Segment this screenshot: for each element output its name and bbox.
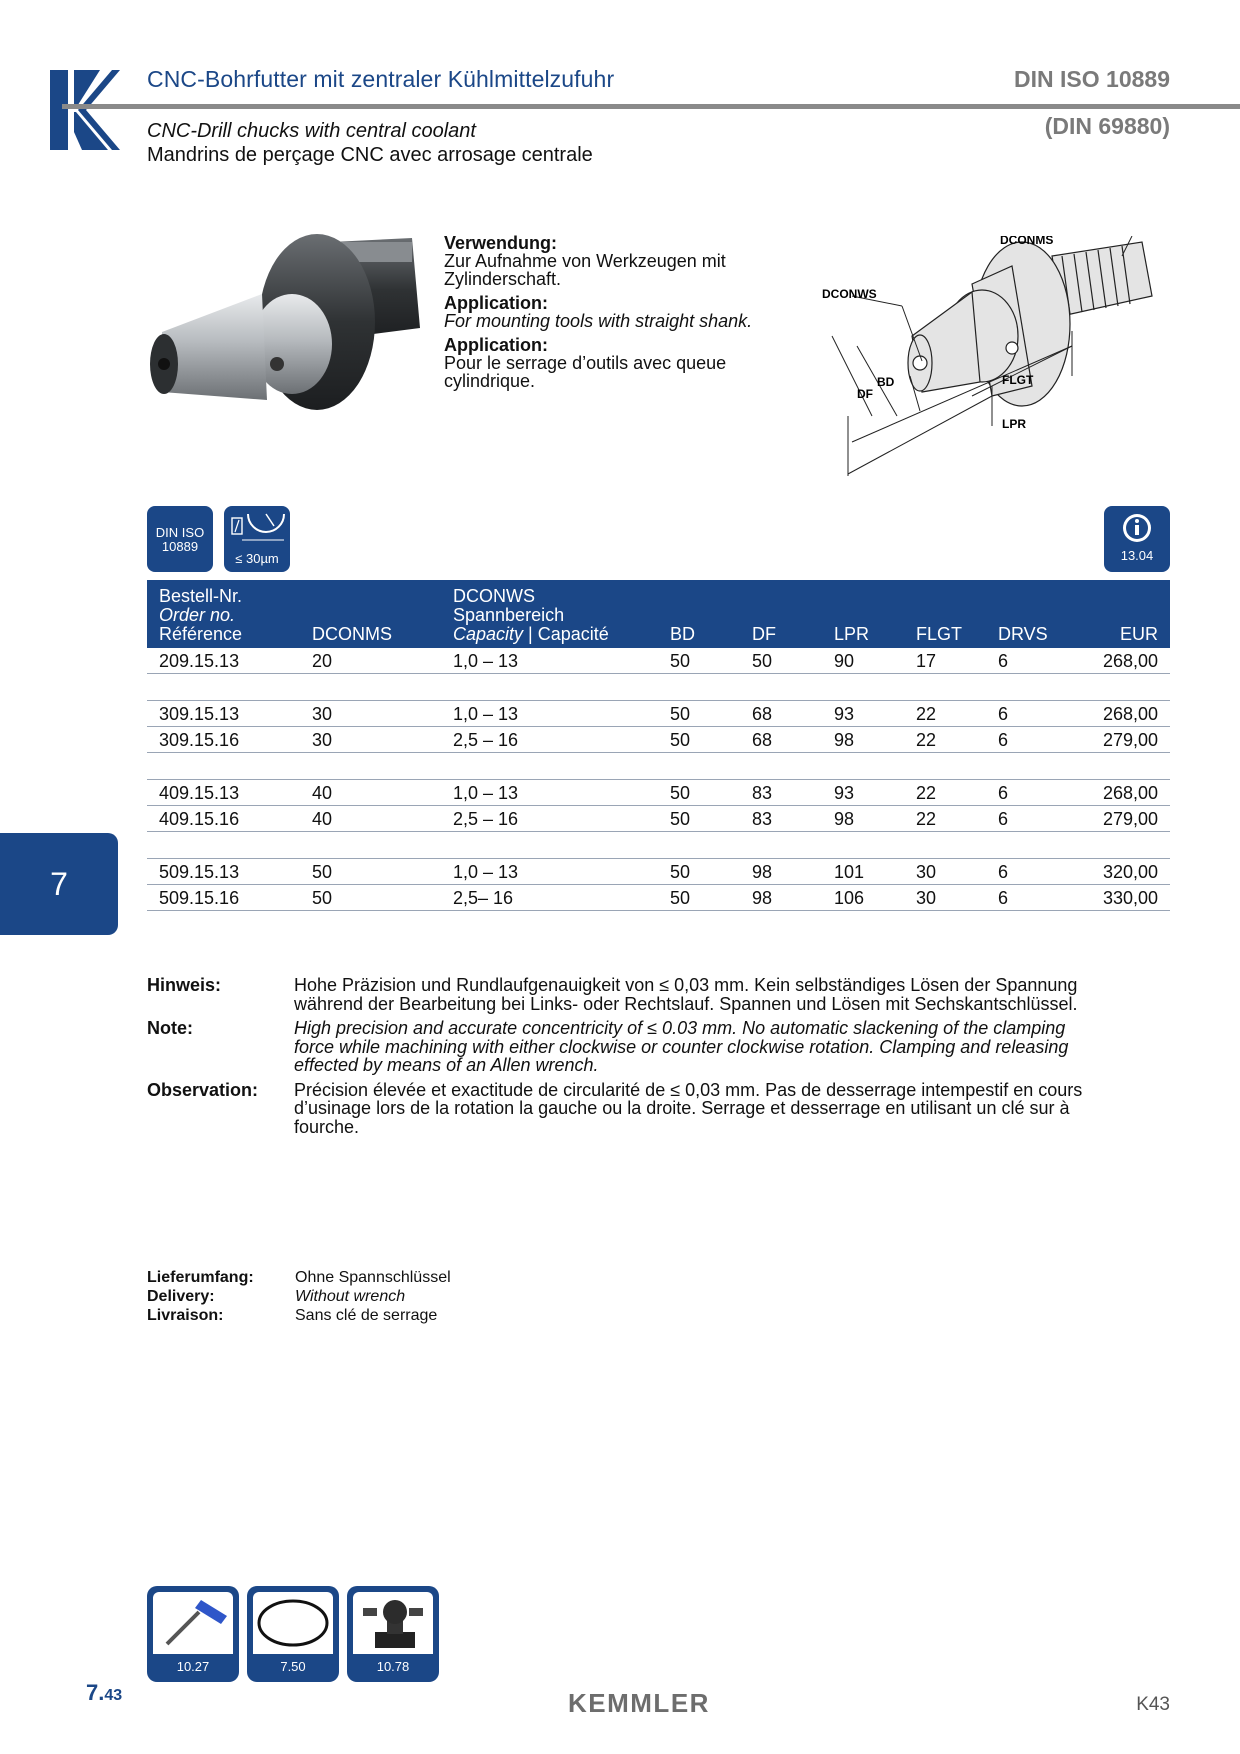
col-order-fr: Référence bbox=[159, 624, 243, 644]
page-number-chapter: 7. bbox=[86, 1680, 105, 1705]
cell-eur: 330,00 bbox=[1102, 888, 1158, 908]
cell-order: 409.15.13 bbox=[159, 783, 240, 803]
cell-lpr: 93 bbox=[834, 783, 855, 803]
cell-lpr: 90 bbox=[834, 651, 855, 671]
product-photo bbox=[142, 232, 432, 452]
delivery-fr-text: Sans clé de serrage bbox=[295, 1307, 438, 1324]
table-row bbox=[147, 859, 1170, 885]
standard-din: (DIN 69880) bbox=[1044, 113, 1170, 139]
note-de-text: Hohe Präzision und Rundlaufgenauigkeit von ≤ 0,03 mm. Kein selbständiges Lösen der Spannung während der Bearbeitung bei Links- oder Rechtslauf. Spannen und Lösen mit Sechskantschlüssel. bbox=[294, 975, 1078, 1014]
diagram-label-df: DF bbox=[857, 387, 873, 401]
cell-range: 1,0 – 13 bbox=[453, 783, 519, 803]
cell-drvs: 6 bbox=[998, 862, 1009, 882]
cell-order: 509.15.16 bbox=[159, 888, 240, 908]
usage-description bbox=[444, 234, 804, 390]
cell-drvs: 6 bbox=[998, 809, 1009, 829]
page-reference: K43 bbox=[1136, 1694, 1170, 1715]
diagram-label-flgt: FLGT bbox=[1002, 373, 1034, 387]
col-dconws bbox=[453, 587, 609, 644]
table-body bbox=[147, 648, 1170, 911]
badge-din-iso bbox=[147, 506, 213, 572]
cell-df: 68 bbox=[752, 730, 773, 750]
cell-range: 2,5– 16 bbox=[453, 888, 514, 908]
accessory-setting-fixture[interactable] bbox=[347, 1586, 439, 1682]
cell-order: 209.15.13 bbox=[159, 651, 240, 671]
cell-order: 309.15.13 bbox=[159, 704, 240, 724]
cell-bd: 50 bbox=[670, 783, 691, 803]
note-de-label: Hinweis: bbox=[147, 975, 222, 995]
accessory-ref: 10.78 bbox=[376, 1659, 410, 1674]
table-row bbox=[147, 885, 1170, 911]
note-de bbox=[147, 976, 1087, 1013]
cell-flgt: 22 bbox=[916, 809, 937, 829]
badge-din-iso-line2: 10889 bbox=[161, 539, 199, 554]
badge-info-ref: 13.04 bbox=[1120, 548, 1154, 563]
delivery-de-label: Lieferumfang: bbox=[147, 1269, 254, 1286]
delivery-de bbox=[147, 1268, 451, 1287]
delivery-en bbox=[147, 1287, 451, 1306]
cell-bd: 50 bbox=[670, 651, 691, 671]
table-row bbox=[147, 648, 1170, 674]
table-row bbox=[147, 701, 1170, 727]
cell-df: 50 bbox=[752, 651, 773, 671]
subtitle-en: CNC-Drill chucks with central coolant bbox=[147, 120, 476, 142]
accessory-o-ring[interactable] bbox=[247, 1586, 339, 1682]
diagram-label-dconws: DCONWS bbox=[822, 287, 877, 301]
col-order-en: Order no. bbox=[159, 605, 236, 625]
usage-de-text: Zur Aufnahme von Werkzeugen mit Zylinderschaft. bbox=[444, 251, 726, 289]
col-drvs: DRVS bbox=[998, 624, 1048, 644]
cell-range: 2,5 – 16 bbox=[453, 809, 519, 829]
cell-bd: 50 bbox=[670, 730, 691, 750]
cell-range: 1,0 – 13 bbox=[453, 862, 519, 882]
note-fr-label: Observation: bbox=[147, 1079, 259, 1100]
info-icon bbox=[1104, 510, 1170, 550]
dimension-diagram bbox=[822, 236, 1182, 518]
cell-eur: 320,00 bbox=[1102, 862, 1158, 882]
accessory-allen-wrench[interactable] bbox=[147, 1586, 239, 1682]
badge-tolerance bbox=[224, 506, 290, 572]
col-capacity-sep: | bbox=[523, 624, 538, 644]
cell-df: 83 bbox=[752, 809, 773, 829]
col-lpr: LPR bbox=[834, 624, 870, 644]
delivery-section bbox=[147, 1268, 451, 1325]
badge-din-iso-line1: DIN ISO bbox=[155, 525, 205, 540]
accessory-ref: 7.50 bbox=[280, 1659, 306, 1674]
cell-dconms: 50 bbox=[312, 888, 333, 908]
cell-order: 409.15.16 bbox=[159, 809, 240, 829]
delivery-de-text: Ohne Spannschlüssel bbox=[295, 1269, 451, 1286]
cell-df: 98 bbox=[752, 862, 773, 882]
notes-section bbox=[147, 976, 1087, 1142]
cell-flgt: 22 bbox=[916, 730, 937, 750]
allen-wrench-icon bbox=[153, 1592, 233, 1654]
usage-fr-text: Pour le serrage d’outils avec queue cylindrique. bbox=[444, 353, 727, 391]
usage-fr-label: Application: bbox=[444, 335, 548, 355]
cell-lpr: 93 bbox=[834, 704, 855, 724]
cell-df: 83 bbox=[752, 783, 773, 803]
product-table bbox=[147, 580, 1170, 911]
note-en-label: Note: bbox=[147, 1018, 193, 1038]
cell-bd: 50 bbox=[670, 888, 691, 908]
page-title: CNC-Bohrfutter mit zentraler Kühlmittelzufuhr bbox=[147, 66, 615, 92]
cell-range: 2,5 – 16 bbox=[453, 730, 519, 750]
cell-bd: 50 bbox=[670, 809, 691, 829]
cell-dconms: 30 bbox=[312, 704, 333, 724]
cell-eur: 279,00 bbox=[1102, 809, 1158, 829]
col-eur: EUR bbox=[1119, 624, 1158, 644]
usage-de-label: Verwendung: bbox=[444, 233, 558, 253]
cell-order: 509.15.13 bbox=[159, 862, 240, 882]
cell-eur: 268,00 bbox=[1102, 704, 1158, 724]
cell-dconms: 20 bbox=[312, 651, 333, 671]
header-rule bbox=[62, 104, 1240, 109]
setting-fixture-icon bbox=[353, 1592, 433, 1654]
delivery-en-text: Without wrench bbox=[295, 1288, 406, 1305]
cell-df: 98 bbox=[752, 888, 773, 908]
cell-flgt: 30 bbox=[916, 888, 937, 908]
col-order-de: Bestell-Nr. bbox=[159, 586, 243, 606]
cell-df: 68 bbox=[752, 704, 773, 724]
col-dconms: DCONMS bbox=[312, 624, 392, 644]
col-order bbox=[159, 587, 242, 644]
cell-drvs: 6 bbox=[998, 651, 1009, 671]
subtitle-fr: Mandrins de perçage CNC avec arrosage centrale bbox=[147, 144, 593, 166]
cell-lpr: 98 bbox=[834, 730, 855, 750]
cell-eur: 268,00 bbox=[1102, 783, 1158, 803]
page-number bbox=[86, 1680, 122, 1706]
diagram-label-bd: BD bbox=[877, 375, 895, 389]
cell-bd: 50 bbox=[670, 862, 691, 882]
col-bd: BD bbox=[670, 624, 696, 644]
page-number-sub: 43 bbox=[104, 1687, 123, 1704]
cell-dconms: 40 bbox=[312, 809, 333, 829]
note-fr-text: Précision élevée et exactitude de circularité de ≤ 0,03 mm. Pas de desserrage intempestif en cours d’usinage lors de la rotation la gauche ou la droite. Serrage et desserrage en utilisant un clé sur à fourche. bbox=[294, 1079, 1083, 1137]
col-flgt: FLGT bbox=[916, 624, 963, 644]
accessory-ref: 10.27 bbox=[176, 1659, 210, 1674]
cell-drvs: 6 bbox=[998, 730, 1009, 750]
note-en-text: High precision and accurate concentricity of ≤ 0.03 mm. No automatic slackening of the clamping force while machining with either clockwise or counter clockwise rotation. Clamping and releasing effected by means of an Allen wrench. bbox=[294, 1018, 1069, 1075]
col-dconws-code: DCONWS bbox=[453, 586, 535, 606]
cell-dconms: 40 bbox=[312, 783, 333, 803]
usage-en-label: Application: bbox=[444, 293, 548, 313]
table-row bbox=[147, 727, 1170, 753]
diagram-label-lpr: LPR bbox=[1002, 417, 1026, 431]
group-separator bbox=[147, 832, 1170, 859]
group-separator bbox=[147, 753, 1170, 780]
cell-eur: 268,00 bbox=[1102, 651, 1158, 671]
delivery-fr-label: Livraison: bbox=[147, 1307, 224, 1324]
badge-tolerance-text: ≤ 30µm bbox=[235, 551, 279, 566]
usage-en-text: For mounting tools with straight shank. bbox=[444, 311, 753, 331]
cell-range: 1,0 – 13 bbox=[453, 651, 519, 671]
col-capacity-en: Capacity bbox=[453, 624, 524, 644]
chapter-tab[interactable]: 7 bbox=[0, 833, 118, 935]
cell-eur: 279,00 bbox=[1102, 730, 1158, 750]
cell-range: 1,0 – 13 bbox=[453, 704, 519, 724]
cell-flgt: 30 bbox=[916, 862, 937, 882]
note-en bbox=[147, 1019, 1087, 1075]
col-capacity-de: Spannbereich bbox=[453, 605, 565, 625]
cell-bd: 50 bbox=[670, 704, 691, 724]
delivery-en-label: Delivery: bbox=[147, 1288, 215, 1305]
col-df: DF bbox=[752, 624, 776, 644]
brand-name: KEMMLER bbox=[568, 1688, 710, 1718]
cell-lpr: 98 bbox=[834, 809, 855, 829]
cell-drvs: 6 bbox=[998, 888, 1009, 908]
table-row bbox=[147, 806, 1170, 832]
table-header bbox=[147, 580, 1170, 648]
cell-drvs: 6 bbox=[998, 783, 1009, 803]
col-capacity-fr: Capacité bbox=[537, 624, 609, 644]
group-separator bbox=[147, 674, 1170, 701]
cell-flgt: 22 bbox=[916, 704, 937, 724]
cell-flgt: 17 bbox=[916, 651, 937, 671]
delivery-fr bbox=[147, 1306, 451, 1325]
note-fr bbox=[147, 1081, 1087, 1137]
table-row bbox=[147, 780, 1170, 806]
diagram-label-dconms: DCONMS bbox=[1000, 236, 1054, 247]
kemmler-logo bbox=[50, 70, 120, 150]
cell-dconms: 30 bbox=[312, 730, 333, 750]
cell-drvs: 6 bbox=[998, 704, 1009, 724]
standard-din-iso: DIN ISO 10889 bbox=[1014, 66, 1170, 92]
cell-order: 309.15.16 bbox=[159, 730, 240, 750]
cell-flgt: 22 bbox=[916, 783, 937, 803]
cell-lpr: 101 bbox=[834, 862, 865, 882]
badge-info[interactable] bbox=[1104, 506, 1170, 572]
dial-gauge-icon bbox=[224, 506, 290, 550]
cell-dconms: 50 bbox=[312, 862, 333, 882]
o-ring-icon bbox=[253, 1592, 333, 1654]
cell-lpr: 106 bbox=[834, 888, 865, 908]
